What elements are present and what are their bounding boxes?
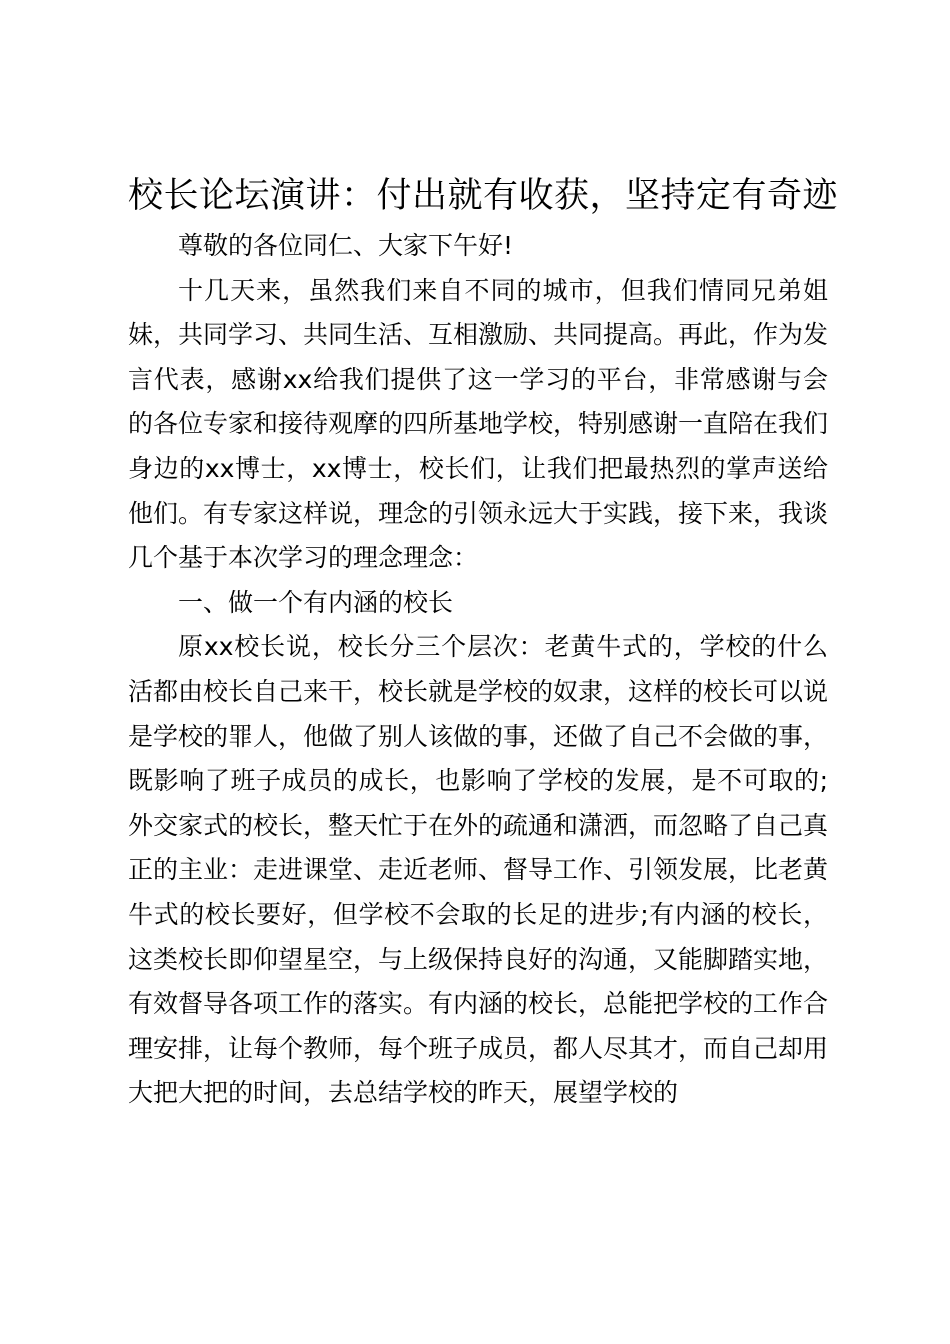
- document-page: [128, 174, 839, 1116]
- document-title: 校长论坛演讲：付出就有收获，坚持定有奇迹: [128, 176, 839, 216]
- paragraph-principal-levels: 原xx校长说，校长分三个层次：老黄牛式的，学校的什么活都由校长自己来干，校长就是学校的奴隶，这样的校长可以说是学校的罪人，他做了别人该做的事，还做了自己不会做的事，既影响了班子成员的成长，也影响了学校的发展，是不可取的;外交家式的校长，整天忙于在外的疏通和潇洒，而忽略了自己真正的主业：走进课堂、走近老师、督导工作、引领发展，比老黄牛式的校长要好，但学校不会取的长足的进步;有内涵的校长，这类校长即仰望星空，与上级保持良好的沟通，又能脚踏实地，有效督导各项工作的落实。有内涵的校长，总能把学校的工作合理安排，让每个教师，每个班子成员，都人尽其才，而自己却用大把大把的时间，去总结学校的昨天，展望学校的: [128, 632, 829, 1108]
- paragraph-intro: 十几天来，虽然我们来自不同的城市，但我们情同兄弟姐妹，共同学习、共同生活、互相激励、共同提高。再此，作为发言代表，感谢xx给我们提供了这一学习的平台，非常感谢与会的各位专家和接待观摩的四所基地学校，特别感谢一直陪在我们身边的xx博士，xx博士，校长们，让我们把最热烈的掌声送给他们。有专家这样说，理念的引领永远大于实践，接下来，我谈几个基于本次学习的理念理念：: [128, 275, 829, 573]
- section-heading-1: 一、做一个有内涵的校长: [178, 587, 454, 617]
- salutation: 尊敬的各位同仁、大家下午好!: [178, 231, 514, 260]
